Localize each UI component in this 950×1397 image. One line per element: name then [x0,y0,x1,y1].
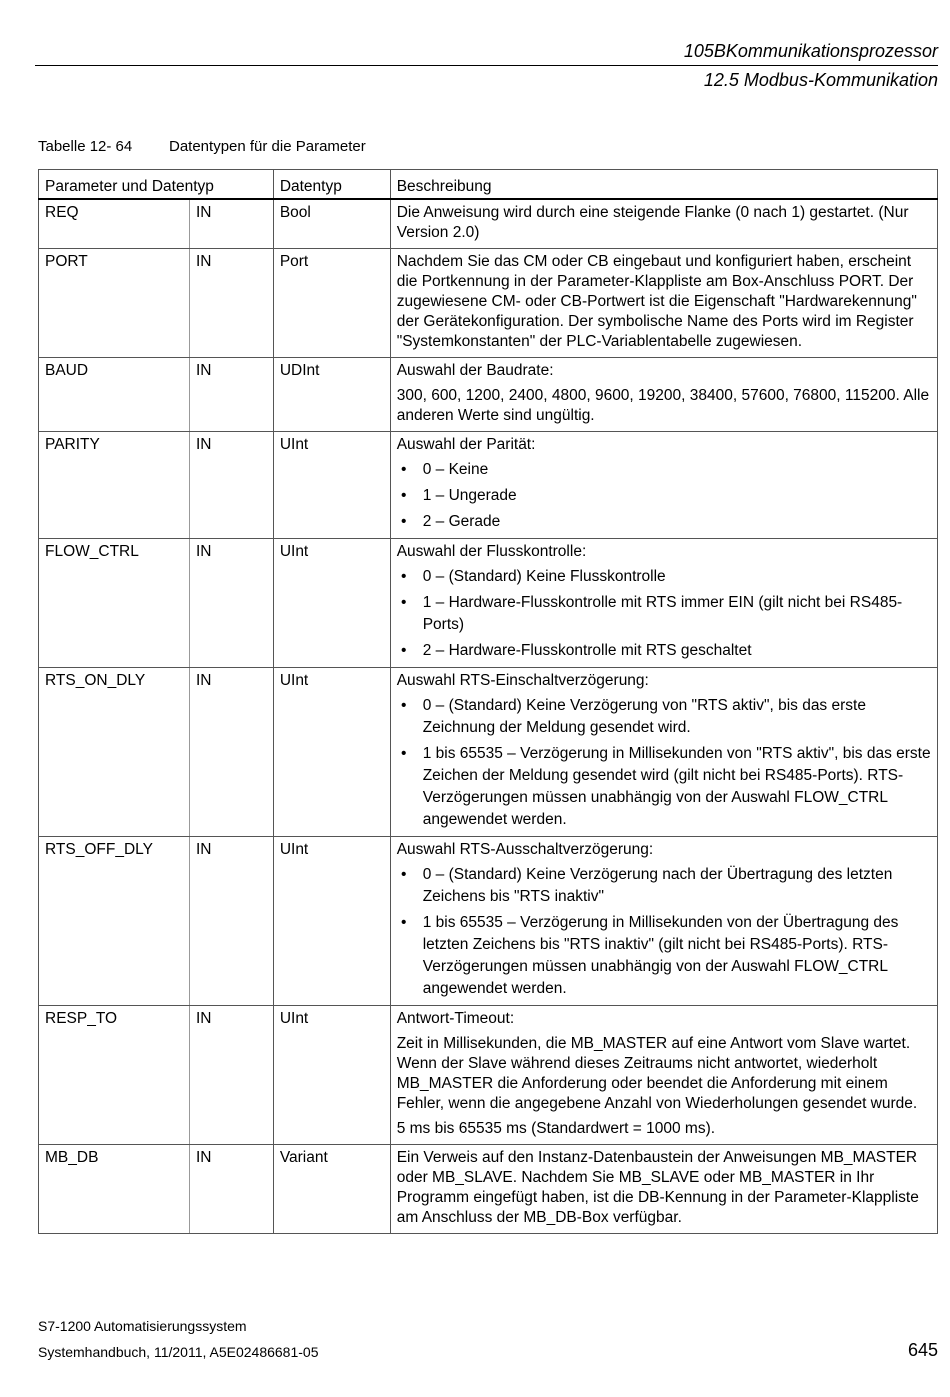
param-datatype-cell: UInt [273,837,390,1006]
option-text: 1 bis 65535 – Verzögerung in Millisekunden von "RTS aktiv", bis das erste Zeichen der Meldung gesendet wird (gilt nicht bei RS485-Ports). RTS-Verzögerungen müssen unabhängig von der Auswahl FLOW_CTRL angewendet werden. [422,745,931,828]
option-list [397,864,931,1000]
param-datatype-cell: UDInt [273,358,390,432]
option-list-item [397,592,931,636]
bullet-icon: • [401,461,407,478]
param-name-cell: PORT [39,249,190,358]
param-name-cell: RESP_TO [39,1006,190,1145]
table-body [39,199,938,1234]
table-title: Datentypen für die Parameter [169,138,366,155]
param-description-cell [390,199,937,249]
param-name-cell: REQ [39,199,190,249]
description-text: Auswahl RTS-Ausschaltverzögerung: [396,841,654,858]
param-direction-cell: IN [189,432,273,539]
bullet-icon: • [401,487,407,504]
param-description-cell [390,539,937,668]
table-number: Tabelle 12- 64 [38,138,133,155]
description-text: Auswahl RTS-Einschaltverzögerung: [396,672,649,689]
bullet-icon: • [401,697,407,714]
param-datatype-cell: Port [273,249,390,358]
param-direction-cell: IN [189,668,273,837]
table-row [39,668,938,837]
param-name-cell: RTS_OFF_DLY [39,837,190,1006]
param-direction-cell: IN [189,199,273,249]
chapter-header: 105BKommunikationsprozessor [683,41,938,61]
section-header: 12.5 Modbus-Kommunikation [703,70,938,90]
bullet-icon: • [401,642,407,659]
description-text: Antwort-Timeout: [396,1010,515,1027]
param-description-cell [390,249,937,358]
header-description: Beschreibung [390,170,937,200]
param-datatype-cell: UInt [273,539,390,668]
option-text: 1 – Hardware-Flusskontrolle mit RTS immer EIN (gilt nicht bei RS485-Ports) [422,594,903,633]
bullet-icon: • [401,513,407,530]
description-text: Nachdem Sie das CM oder CB eingebaut und konfiguriert haben, erscheint die Portkennung in der Parameter-Klappliste am Box-Anschluss PORT. Der zugewiesene CM- oder CB-Portwert ist die Eigenschaft "Hardwarekennung" der Gerätekonfiguration. Der symbolische Name des Ports wird im Register "Systemkonstanten" der PLC-Variablentabelle zugewiesen. [396,253,917,350]
option-text: 0 – (Standard) Keine Verzögerung von "RTS aktiv", bis das erste Zeichnung der Meldung gesendet wird. [422,697,866,736]
option-text: 2 – Hardware-Flusskontrolle mit RTS geschaltet [422,642,752,659]
page-number: 645 [907,1340,938,1360]
option-list [397,566,931,662]
option-text: 2 – Gerade [422,513,501,530]
bullet-icon: • [401,745,407,762]
header-parameter: Parameter und Datentyp [39,170,274,200]
table-caption [38,138,366,155]
bullet-icon: • [401,568,407,585]
param-name-cell: BAUD [39,358,190,432]
bullet-icon: • [401,914,407,931]
option-list-item [397,695,931,739]
param-direction-cell: IN [189,539,273,668]
option-list-item [397,485,931,507]
param-description-cell [390,358,937,432]
option-list-item [397,511,931,533]
param-direction-cell: IN [189,837,273,1006]
description-text: Auswahl der Baudrate: [396,362,554,379]
param-direction-cell: IN [189,358,273,432]
option-list-item [397,640,931,662]
option-text: 0 – (Standard) Keine Verzögerung nach der Übertragung des letzten Zeichens bis "RTS inaktiv" [422,866,893,905]
param-direction-cell: IN [189,249,273,358]
parameter-table [38,169,938,1234]
param-description-cell [390,1145,937,1234]
description-text: Auswahl der Flusskontrolle: [396,543,587,560]
param-name-cell: PARITY [39,432,190,539]
option-text: 0 – Keine [422,461,489,478]
description-text: 5 ms bis 65535 ms (Standardwert = 1000 ms). [396,1120,716,1137]
param-datatype-cell: Bool [273,199,390,249]
param-name-cell: RTS_ON_DLY [39,668,190,837]
description-text: Die Anweisung wird durch eine steigende Flanke (0 nach 1) gestartet. (Nur Version 2.0) [396,204,909,241]
bullet-icon: • [401,594,407,611]
table-header-row [39,170,938,200]
table-row [39,358,938,432]
param-direction-cell: IN [189,1006,273,1145]
param-description-cell [390,1006,937,1145]
header-rule [35,65,938,66]
option-text: 0 – (Standard) Keine Flusskontrolle [422,568,666,585]
table-row [39,539,938,668]
param-datatype-cell: UInt [273,1006,390,1145]
table-row [39,199,938,249]
param-direction-cell: IN [189,1145,273,1234]
param-description-cell [390,432,937,539]
param-datatype-cell: Variant [273,1145,390,1234]
table-row [39,1145,938,1234]
param-name-cell: MB_DB [39,1145,190,1234]
option-list-item [397,912,931,1000]
param-description-cell [390,837,937,1006]
table-row [39,432,938,539]
option-list [397,695,931,831]
header-datatype: Datentyp [273,170,390,200]
option-list-item [397,864,931,908]
description-text: Zeit in Millisekunden, die MB_MASTER auf eine Antwort vom Slave wartet. Wenn der Slave während dieses Zeitraums nicht antwortet, wiederholt MB_MASTER die Anforderung oder beendet die Anforderung mit einem Fehler, wenn die angegebene Anzahl von Wiederholungen gesendet wurde. [396,1035,918,1112]
footer-product: S7-1200 Automatisierungssystem [38,1318,247,1334]
bullet-icon: • [401,866,407,883]
description-text: Ein Verweis auf den Instanz-Datenbaustein der Anweisungen MB_MASTER oder MB_SLAVE. Nachdem Sie MB_SLAVE oder MB_MASTER in Ihr Programm eingefügt haben, ist die DB-Kennung in der Parameter-Klappliste am Anschluss der MB_DB-Box verfügbar. [396,1149,919,1226]
footer-manual-info: Systemhandbuch, 11/2011, A5E02486681-05 [38,1344,319,1360]
param-datatype-cell: UInt [273,668,390,837]
description-text: Auswahl der Parität: [396,436,536,453]
param-description-cell [390,668,937,837]
table-row [39,837,938,1006]
option-text: 1 bis 65535 – Verzögerung in Millisekunden von der Übertragung des letzten Zeichens bis "RTS inaktiv" (gilt nicht bei RS485-Ports). RTS-Verzögerungen müssen unabhängig von der Auswahl FLOW_CTRL angewendet werden. [422,914,899,997]
table-row [39,1006,938,1145]
option-list-item [397,459,931,481]
param-name-cell: FLOW_CTRL [39,539,190,668]
option-list-item [397,566,931,588]
table-row [39,249,938,358]
option-list-item [397,743,931,831]
description-text: 300, 600, 1200, 2400, 4800, 9600, 19200, 38400, 57600, 76800, 115200. Alle anderen Werte sind ungültig. [396,387,930,424]
option-text: 1 – Ungerade [422,487,517,504]
param-datatype-cell: UInt [273,432,390,539]
option-list [397,459,931,533]
